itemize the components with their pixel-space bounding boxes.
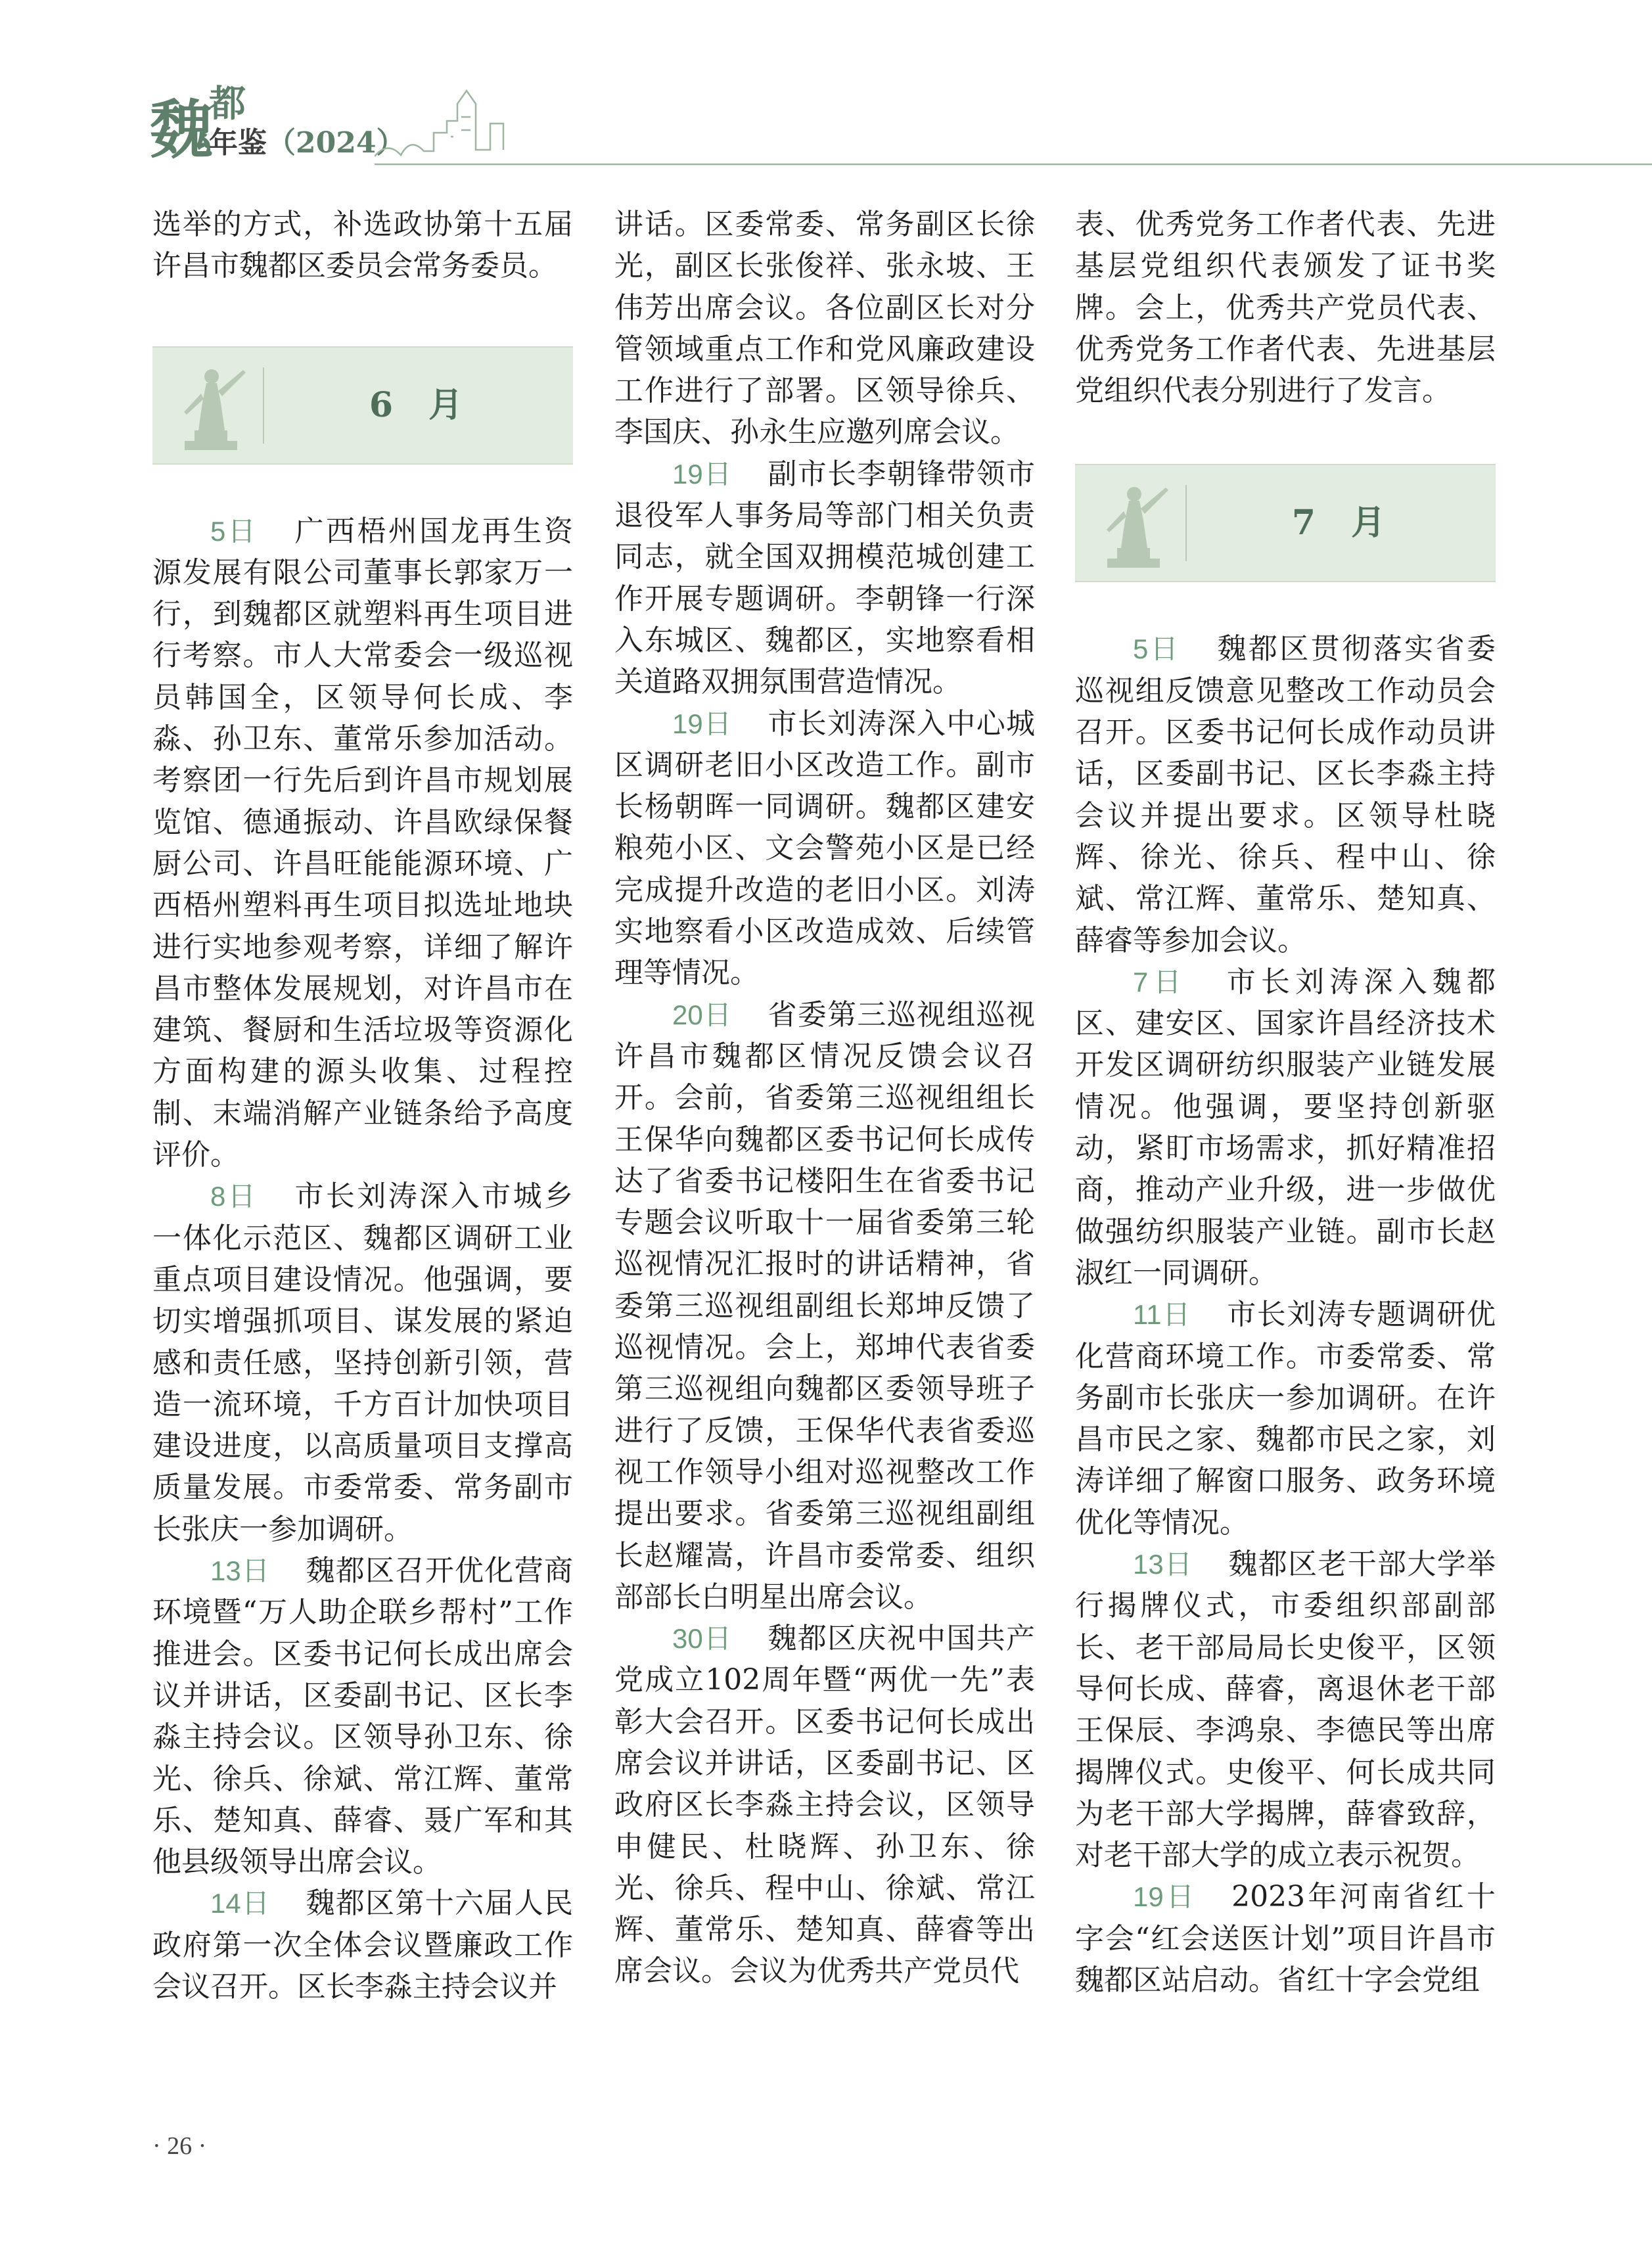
header-logo-main: 魏 (150, 93, 213, 167)
entry (1075, 1294, 1496, 1544)
entry-text: 副市长李朝锋带领市退役军人事务局等部门相关负责同志，就全国双拥模范城创建工作开展专题调研。李朝锋一行深入东城区、魏都区，实地察看相关道路双拥氛围营造情况。 (614, 457, 1036, 699)
skyline-decoration (375, 78, 1652, 170)
entry (152, 1883, 573, 2007)
entry (614, 703, 1035, 994)
entry-day: 8日 (210, 1181, 258, 1212)
entry-text: 市长刘涛深入市城乡一体化示范区、魏都区调研工业重点项目建设情况。他强调，要切实增强抓项目、谋发展的紧迫感和责任感，坚持创新引领，营造一流环境，千方百计加快项目建设进度，以高质量项目支撑高质量发展。市委常委、常务副市长张庆一参加调研。 (152, 1179, 574, 1546)
entry-text: 魏都区庆祝中国共产党成立102周年暨“两优一先”表彰大会召开。区委书记何长成出席会议并讲话，区委副书记、区政府区长李淼主持会议，区领导申健民、杜晓辉、孙卫东、徐光、徐兵、程中山、徐斌、常江辉、董常乐、楚知真、薛睿等出席会议。会议为优秀共产党员代 (614, 1622, 1036, 1988)
entry-day: 5日 (1133, 633, 1181, 665)
page-header (0, 0, 1652, 171)
header-subtitle-text: 年鉴 (209, 126, 267, 160)
entry-day: 13日 (1133, 1549, 1193, 1580)
month-banner-june (152, 346, 573, 465)
entry-day: 14日 (210, 1888, 271, 1919)
entry-day: 30日 (672, 1623, 733, 1655)
column-2 (614, 204, 1035, 1992)
entry-text: 2023年河南省红十字会“红会送医计划”项目许昌市魏都区站启动。省红十字会党组 (1075, 1880, 1496, 1997)
entry-text: 魏都区召开优化营商环境暨“万人助企联乡帮村”工作推进会。区委书记何长成出席会议并讲话，区委副书记、区长李淼主持会议。区领导孙卫东、徐光、徐兵、徐斌、常江辉、董常乐、楚知真、薛睿、聂广军和其他县级领导出席会议。 (152, 1554, 574, 1879)
entry-text: 魏都区贯彻落实省委巡视组反馈意见整改工作动员会召开。区委书记何长成作动员讲话，区委副书记、区长李淼主持会议并提出要求。区领导杜晓辉、徐光、徐兵、程中山、徐斌、常江辉、董常乐、楚知真、薛睿等参加会议。 (1075, 632, 1496, 957)
entry-text: 魏都区老干部大学举行揭牌仪式，市委组织部副部长、老干部局局长史俊平，区领导何长成、薛睿，离退休老干部王保辰、李鸿泉、李德民等出席揭牌仪式。史俊平、何长成共同为老干部大学揭牌，薛睿致辞，对老干部大学的成立表示祝贺。 (1075, 1547, 1496, 1873)
entry-day: 19日 (1133, 1881, 1197, 1913)
page-number: · 26 · (152, 2132, 207, 2160)
entry-day: 11日 (1133, 1299, 1191, 1331)
entry (614, 994, 1035, 1618)
statue-icon (162, 357, 260, 455)
entry-day: 5日 (210, 515, 258, 547)
entry-text: 魏都区第十六届人民政府第一次全体会议暨廉政工作会议召开。区长李淼主持会议并 (152, 1887, 574, 2003)
entry-day: 19日 (672, 458, 733, 490)
entry (1075, 1876, 1496, 2001)
entry (1075, 1544, 1496, 1876)
month-label: 7 月 (1291, 503, 1398, 543)
entry-text: 市长刘涛深入魏都区、建安区、国家许昌经济技术开发区调研纺织服装产业链发展情况。他强调，要坚持创新驱动，紧盯市场需求，抓好精准招商，推动产业升级，进一步做优做强纺织服装产业链。副市长赵淑红一同调研。 (1075, 965, 1496, 1290)
month-banner-july (1075, 464, 1496, 582)
entry-text: 市长刘涛专题调研优化营商环境工作。市委常委、常务副市长张庆一参加调研。在许昌市民之家、魏都市民之家，刘涛详细了解窗口服务、政务环境优化等情况。 (1075, 1298, 1496, 1540)
entry-text: 市长刘涛深入中心城区调研老旧小区改造工作。副市长杨朝晖一同调研。魏都区建安粮苑小区、文会警苑小区是已经完成提升改造的老旧小区。刘涛实地察看小区改造成效、后续管理等情况。 (614, 706, 1036, 990)
entry (614, 1618, 1035, 1992)
paragraph-continued: 选举的方式，补选政协第十五届许昌市魏都区委员会常务委员。 (152, 208, 573, 283)
banner-divider (1185, 485, 1187, 561)
entry-day: 19日 (672, 708, 733, 739)
header-logo-second: 都 (209, 82, 246, 126)
statue-icon (1084, 474, 1183, 573)
banner-divider (263, 367, 264, 444)
entry-text: 广西梧州国龙再生资源发展有限公司董事长郭家万一行，到魏都区就塑料再生项目进行考察。市人大常委会一级巡视员韩国全，区领导何长成、李淼、孙卫东、董常乐参加活动。考察团一行先后到许昌市规划展览馆、德通振动、许昌欧绿保餐厨公司、许昌旺能能源环境、广西梧州塑料再生项目拟选址地块进行实地参观考察，详细了解许昌市整体发展规划，对许昌市在建筑、餐厨和生活垃圾等资源化方面构建的源头收集、过程控制、末端消解产业链条给予高度评价。 (152, 514, 574, 1172)
paragraph-continued: 讲话。区委常委、常务副区长徐光，副区长张俊祥、张永坡、王伟芳出席会议。各位副区长对分管领域重点工作和党风廉政建设工作进行了部署。区领导徐兵、李国庆、孙永生应邀列席会议。 (614, 208, 1035, 449)
entry (614, 453, 1035, 703)
entry (1075, 628, 1496, 961)
entry (152, 1550, 573, 1883)
entry-text: 省委第三巡视组巡视许昌市魏都区情况反馈会议召开。会前，省委第三巡视组组长王保华向魏都区委书记何长成传达了省委书记楼阳生在省委书记专题会议听取十一届省委第三轮巡视情况汇报时的讲话精神，省委第三巡视组副组长郑坤反馈了巡视情况。会上，郑坤代表省委第三巡视组向魏都区委领导班子进行了反馈，王保华代表省委巡视工作领导小组对巡视整改工作提出要求。省委第三巡视组副组长赵耀嵩，许昌市委常委、组织部部长白明星出席会议。 (614, 997, 1036, 1614)
entry (152, 511, 573, 1176)
entry-day: 13日 (210, 1555, 271, 1587)
entry (1075, 961, 1496, 1294)
month-label: 6 月 (369, 384, 475, 425)
header-year: （2024） (267, 126, 405, 160)
paragraph-continued: 表、优秀党务工作者代表、先进基层党组织代表颁发了证书奖牌。会上，优秀共产党员代表、优秀党务工作者代表、先进基层党组织代表分别进行了发言。 (1075, 208, 1496, 408)
entry (152, 1176, 573, 1550)
column-1 (152, 204, 573, 2007)
entry-day: 20日 (672, 999, 733, 1030)
entry-day: 7日 (1133, 966, 1187, 997)
column-3 (1075, 204, 1496, 2001)
